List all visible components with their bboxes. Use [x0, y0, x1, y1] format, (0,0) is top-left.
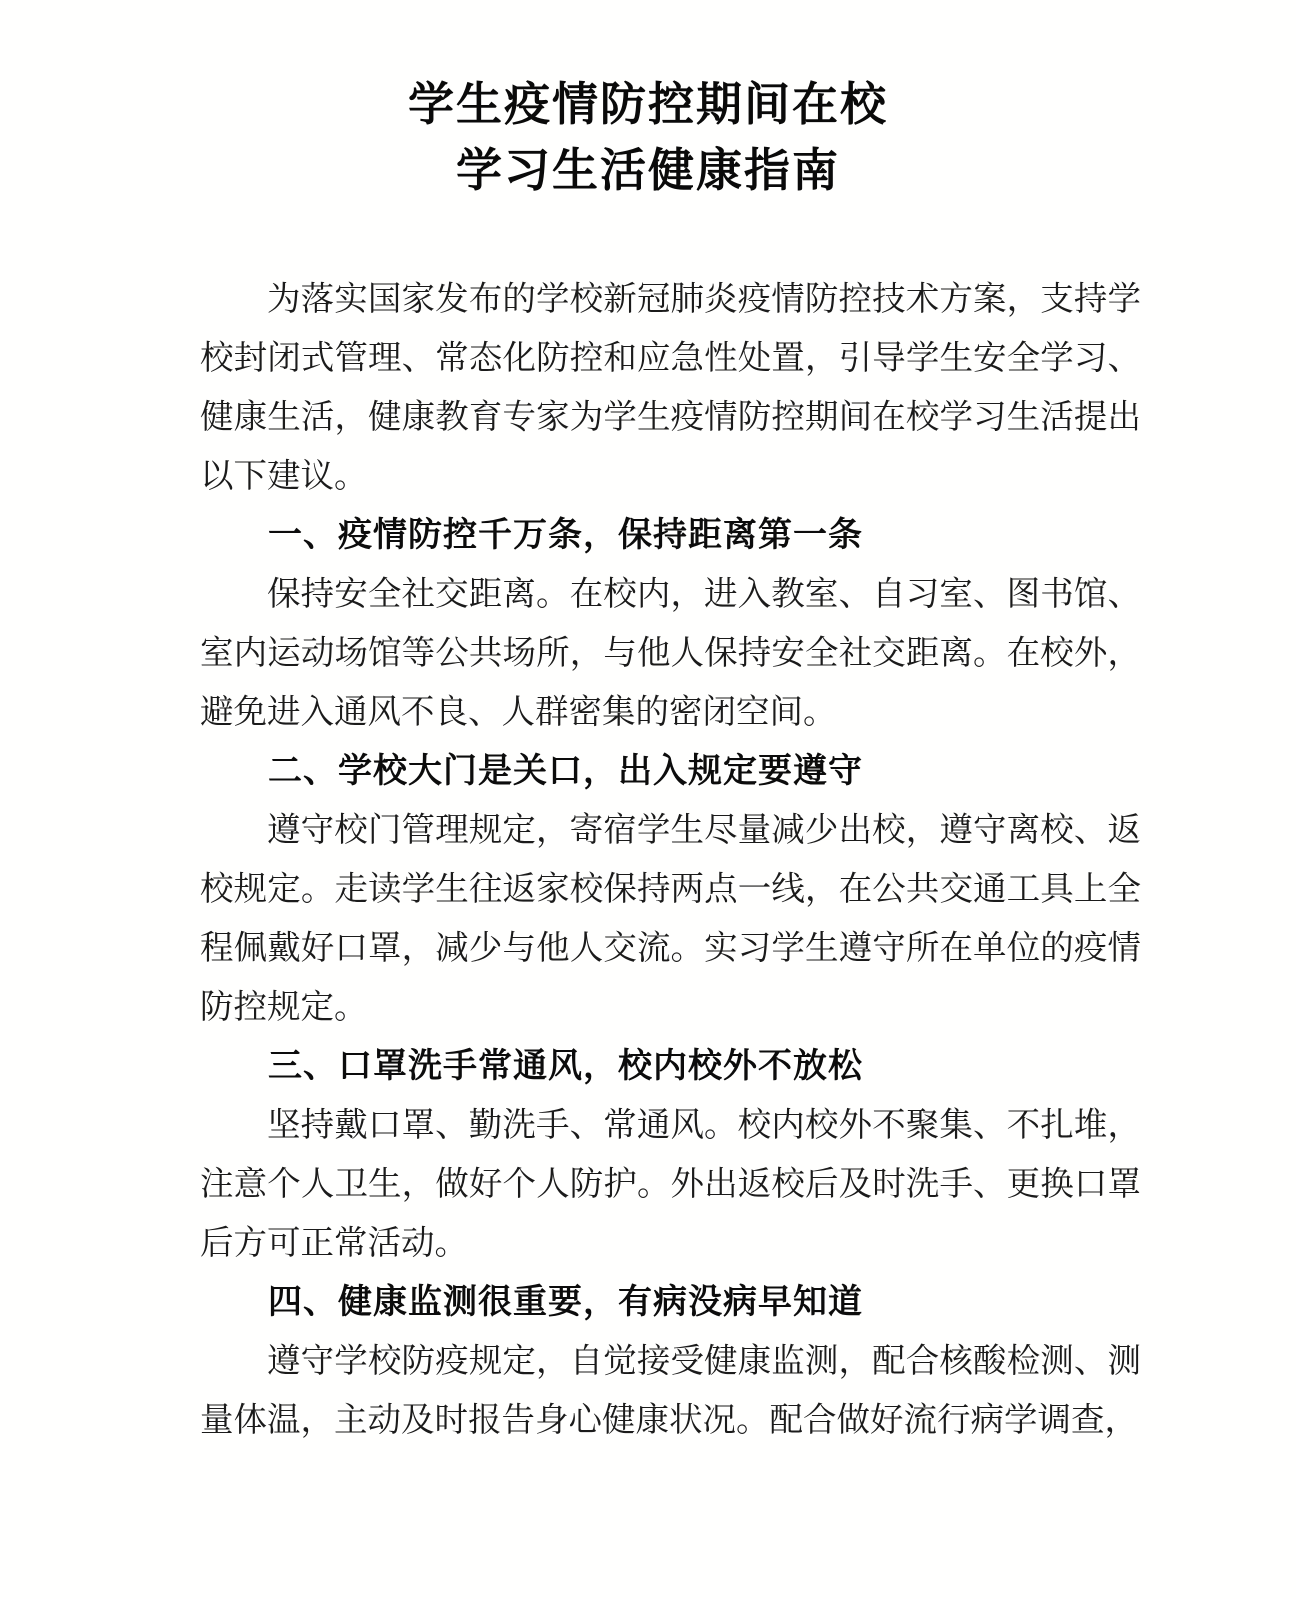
title-line-2: 学习生活健康指南: [456, 145, 840, 196]
section-heading-3: 三、口罩洗手常通风，校内校外不放松: [268, 1047, 863, 1085]
section-heading-2: 二、学校大门是关口，出入规定要遵守: [268, 752, 863, 790]
section-heading-4: 四、健康监测很重要，有病没病早知道: [268, 1283, 863, 1321]
section-paragraph-2: 遵守校门管理规定，寄宿学生尽量减少出校，遵守离校、返校规定。走读学生往返家校保持两点一线，在公共交通工具上全程佩戴好口罩，减少与他人交流。实习学生遵守所在单位的疫情防控规定。: [200, 812, 1141, 1026]
document-title: [0, 72, 1296, 204]
intro-paragraph: 为落实国家发布的学校新冠肺炎疫情防控技术方案，支持学校封闭式管理、常态化防控和应急性处置，引导学生安全学习、健康生活，健康教育专家为学生疫情防控期间在校学习生活提出以下建议。: [200, 281, 1141, 495]
section-paragraph-3: 坚持戴口罩、勤洗手、常通风。校内校外不聚集、不扎堆，注意个人卫生，做好个人防护。外出返校后及时洗手、更换口罩后方可正常活动。: [200, 1107, 1141, 1262]
document-body: [200, 270, 1141, 1450]
title-line-1: 学生疫情防控期间在校: [408, 79, 888, 130]
section-heading-1: 一、疫情防控千万条，保持距离第一条: [268, 516, 863, 554]
section-paragraph-4: 遵守学校防疫规定，自觉接受健康监测，配合核酸检测、测量体温，主动及时报告身心健康状况。配合做好流行病学调查，: [200, 1343, 1141, 1439]
section-paragraph-1: 保持安全社交距离。在校内，进入教室、自习室、图书馆、室内运动场馆等公共场所，与他人保持安全社交距离。在校外，避免进入通风不良、人群密集的密闭空间。: [200, 576, 1141, 731]
